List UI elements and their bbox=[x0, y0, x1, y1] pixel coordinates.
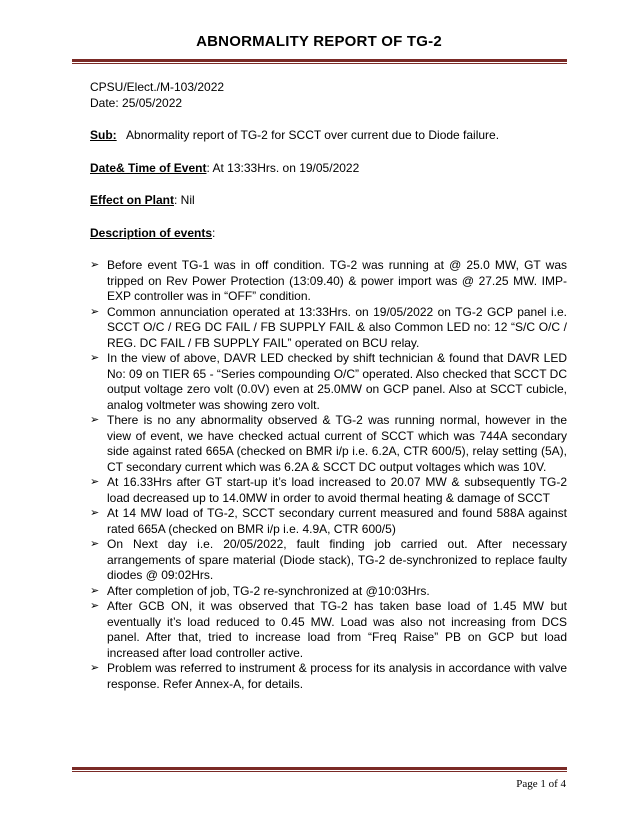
subject-text: Abnormality report of TG-2 for SCCT over current due to Diode failure. bbox=[126, 128, 500, 142]
event-time-line bbox=[90, 161, 567, 177]
event-item bbox=[90, 305, 567, 352]
description-heading bbox=[90, 226, 567, 242]
event-text: In the view of above, DAVR LED checked by shift technician & found that DAVR LED No: 09 on TIER 65 - “Series compounding O/C” operated. Also checked that SCCT DC output voltage zero volt (0.0V) even at 25.0MW on GCP panel. Also at SCCT cubicle, analog voltmeter was showing zero volt. bbox=[107, 351, 567, 412]
footer-rule bbox=[72, 767, 567, 772]
event-list bbox=[90, 258, 567, 692]
event-item bbox=[90, 475, 567, 506]
event-text: After GCB ON, it was observed that TG-2 has taken base load of 1.45 MW but eventually it’s load reduced to 0.45 MW. Load was also not increasing from DCS panel. After that, tried to increase load from “Freq Raise” PB on GCP but load increased after load controller active. bbox=[107, 599, 567, 660]
event-item bbox=[90, 351, 567, 413]
bullet-arrow-icon: ➢ bbox=[90, 352, 100, 364]
event-item bbox=[90, 413, 567, 475]
effect-text: : Nil bbox=[174, 193, 195, 207]
bullet-arrow-icon: ➢ bbox=[90, 600, 100, 612]
event-item bbox=[90, 258, 567, 305]
effect-label: Effect on Plant bbox=[90, 193, 175, 207]
event-text: After completion of job, TG-2 re-synchronized at @10:03Hrs. bbox=[107, 583, 430, 598]
event-time-label: Date& Time of Event bbox=[90, 160, 207, 175]
event-item bbox=[90, 584, 567, 600]
event-item bbox=[90, 506, 567, 537]
bullet-arrow-icon: ➢ bbox=[90, 305, 100, 318]
bullet-arrow-icon: ➢ bbox=[90, 476, 100, 488]
event-item bbox=[90, 599, 567, 661]
event-text: There is no any abnormality observed & TG-2 was running normal, however in the view of event, we have checked actual current of SCCT which was 744A secondary side against rated 665A (checked on BMR i/p i.e. 6.2A, CTR 600/5), relay setting (5A), CT secondary current which was 6.2A & SCCT DC output voltages which was 10V. bbox=[107, 413, 567, 474]
event-text: Before event TG-1 was in off condition. TG-2 was running at @ 25.0 MW, GT was tripped on Rev Power Protection (13:09.40) & power import was @ 27.25 MW. IMP-EXP controller was in “OFF” condition. bbox=[107, 258, 567, 303]
header-rule bbox=[72, 59, 567, 64]
event-text: Problem was referred to instrument & process for its analysis in accordance with valve response. Refer Annex-A, for details. bbox=[107, 661, 567, 691]
subject-label: Sub: bbox=[90, 128, 117, 142]
report-body bbox=[90, 80, 567, 692]
event-text: At 16.33Hrs after GT start-up it’s load increased to 20.07 MW & subsequently TG-2 load decreased up to 14.0MW in order to avoid thermal heating & damage of SCCT bbox=[107, 475, 567, 505]
event-text: Common annunciation operated at 13:33Hrs. on 19/05/2022 on TG-2 GCP panel i.e. SCCT O/C / REG DC FAIL / FB SUPPLY FAIL & also Common LED no: 12 “S/C O/C / REG. DC FAIL / FB SUPPLY FAIL” operated on BCU relay. bbox=[107, 304, 567, 350]
page-number: Page 1 of 4 bbox=[516, 778, 566, 790]
effect-line bbox=[90, 193, 567, 209]
bullet-arrow-icon: ➢ bbox=[90, 584, 100, 597]
bullet-arrow-icon: ➢ bbox=[90, 414, 100, 426]
reference-number: CPSU/Elect./M-103/2022 bbox=[90, 80, 225, 94]
report-title: ABNORMALITY REPORT OF TG-2 bbox=[196, 33, 442, 50]
bullet-arrow-icon: ➢ bbox=[90, 507, 100, 519]
bullet-arrow-icon: ➢ bbox=[90, 259, 100, 271]
event-item bbox=[90, 661, 567, 692]
bullet-arrow-icon: ➢ bbox=[90, 538, 100, 550]
event-item bbox=[90, 537, 567, 584]
event-text: At 14 MW load of TG-2, SCCT secondary current measured and found 588A against rated 665A (checked on BMR i/p i.e. 4.9A, CTR 600/5) bbox=[107, 506, 567, 536]
event-time-text: : At 13:33Hrs. on 19/05/2022 bbox=[206, 160, 360, 175]
description-suffix: : bbox=[212, 225, 216, 240]
description-label: Description of events bbox=[90, 225, 213, 240]
event-text: On Next day i.e. 20/05/2022, fault finding job carried out. After necessary arrangements of spare material (Diode stack), TG-2 de-synchronized to replace faulty diodes @ 09:02Hrs. bbox=[107, 537, 567, 582]
bullet-arrow-icon: ➢ bbox=[90, 662, 100, 674]
subject-line bbox=[90, 128, 567, 144]
report-date: Date: 25/05/2022 bbox=[90, 95, 183, 110]
